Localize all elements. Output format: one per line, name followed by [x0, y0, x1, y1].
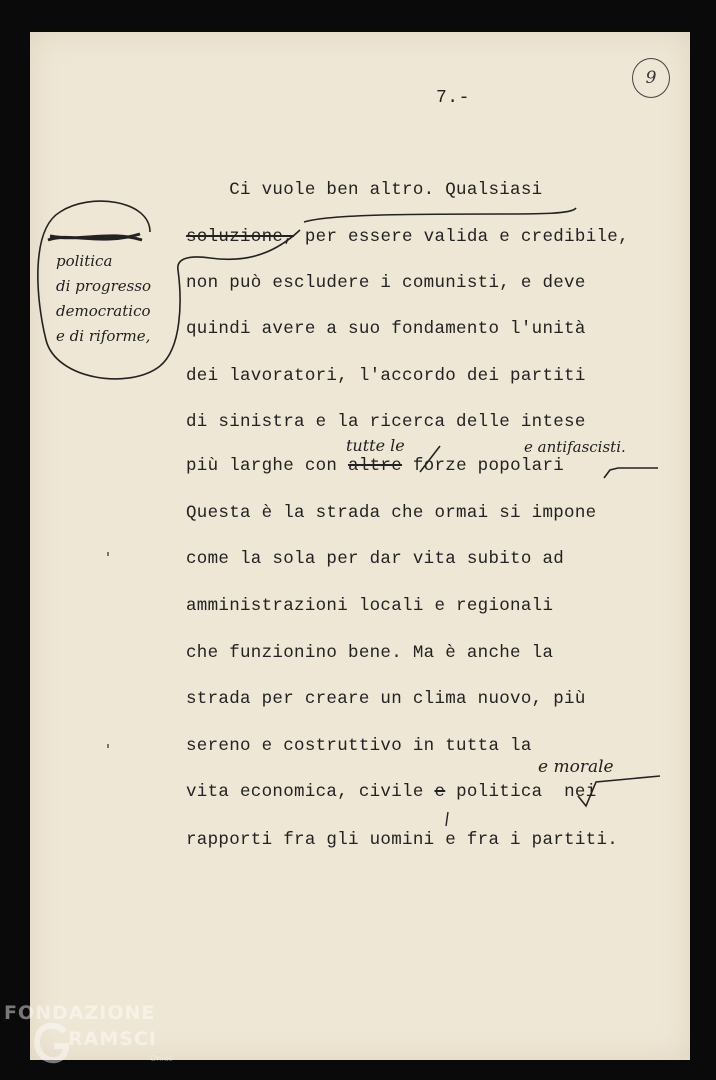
margin-note-line-2: di progresso: [56, 277, 152, 295]
text-line-7: più larghe con altre forze popolari: [186, 456, 565, 476]
margin-scribble: [48, 234, 142, 240]
text-line-15: rapporti fra gli uomini e fra i partiti.: [186, 830, 619, 850]
text-line-2: soluzione, per essere valida e credibile,: [186, 227, 629, 247]
margin-note-line-1: politica: [56, 252, 113, 270]
text-line-13: sereno e costruttivo in tutta la: [186, 736, 532, 756]
text-line-12: strada per creare un clima nuovo, più: [186, 689, 586, 709]
margin-note-line-3: democratico: [56, 302, 151, 320]
text-line-5: dei lavoratori, l'accordo dei partiti: [186, 366, 586, 386]
caret-tutte-le: [420, 446, 440, 472]
caret-antifascisti: [604, 468, 658, 478]
text-line-3: non può escludere i comunisti, e deve: [186, 273, 586, 293]
text-line-8: Questa è la strada che ormai si impone: [186, 503, 597, 523]
margin-note-line-4: e di riforme,: [56, 327, 151, 345]
tick-mark: [446, 812, 448, 826]
handwritten-insert-e-morale: e morale: [538, 757, 614, 777]
g-logo-icon: [32, 1020, 70, 1064]
struck-word-altre: altre: [348, 456, 403, 476]
text-line-9: come la sola per dar vita subito ad: [186, 549, 565, 569]
insertion-connector-line: [304, 208, 576, 222]
margin-balloon-stroke: [38, 201, 300, 379]
text-line-14: vita economica, civile e politica nei: [186, 782, 597, 802]
text-line-4: quindi avere a suo fondamento l'unità: [186, 319, 586, 339]
page-number: 7.-: [436, 88, 470, 108]
struck-word-soluzione: soluzione,: [186, 227, 295, 247]
caret-e-morale: [578, 776, 660, 806]
fondazione-gramsci-watermark: FONDAZIONE RAMSCI Onlus: [4, 1002, 173, 1063]
text-line-6: di sinistra e la ricerca delle intese: [186, 412, 586, 432]
handwritten-insert-tutte-le: tutte le: [346, 436, 405, 455]
text-line-1: Ci vuole ben altro. Qualsiasi: [186, 180, 543, 200]
text-line-11: che funzionino bene. Ma è anche la: [186, 643, 554, 663]
handwritten-insert-antifascisti: e antifascisti.: [524, 438, 626, 456]
struck-letter-e: e: [434, 782, 446, 802]
archive-number-circle: 9: [632, 58, 670, 98]
text-line-10: amministrazioni locali e regionali: [186, 596, 554, 616]
